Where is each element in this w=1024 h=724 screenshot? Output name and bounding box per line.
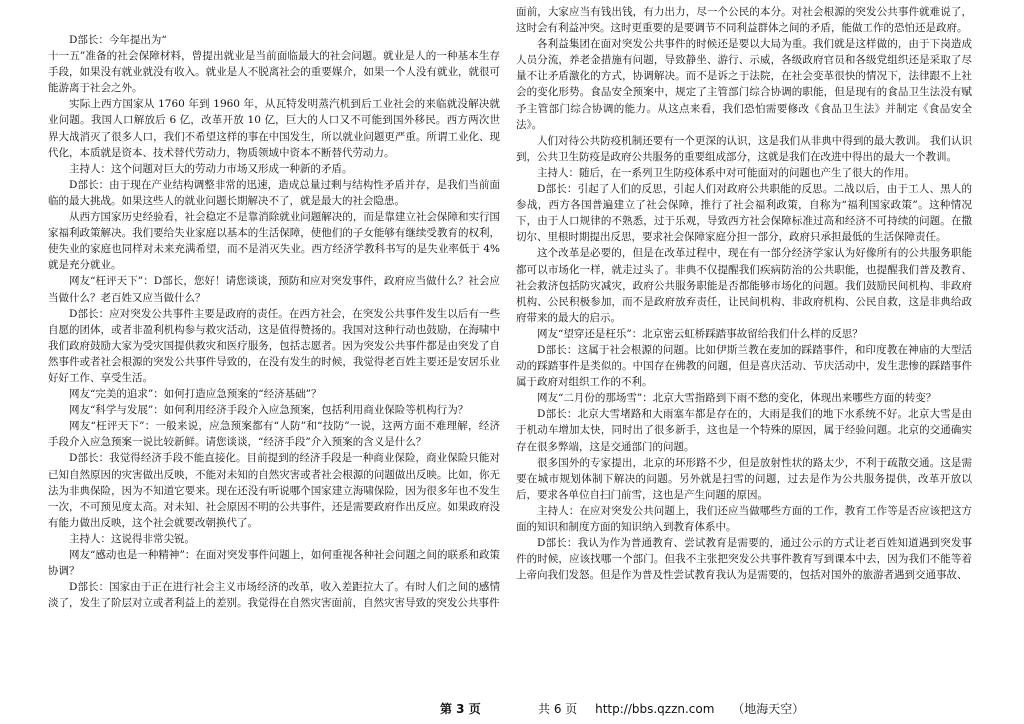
paragraph: D部长：我觉得经济手段不能直接化。目前提到的经济手段是一种商业保险，商业保险只能对已知自然原因的灾害做出反映，不能对未知的自然灾害或者社会根源的问题做出反映。比如，你无法为非典保险，因为不知道它要来。现在还没有听说哪个国家建立海啸保险，因为很多年也不发生一次，不可预见度太高。对未知、社会原因不明的公共事件，还是需要政府作出反应。如果政府没有能力做出反映，这个社会就要改朝换代了。 (48, 452, 500, 529)
right-column (516, 4, 972, 700)
page-number: 第 3 页 (440, 702, 481, 716)
paragraph: 实际上西方国家从 1760 年到 1960 年，从瓦特发明蒸汽机到后工业社会的来临就没解决就业问题。我国人口解放后 6 亿，改革开放 10 亿，巨大的人口又不可能到国外移民。西方两次世界大战消灭了很多人口，我们不希望这样的事在中国发生，所以就业问题更严重。所谓工业化、现代化，本质就是资本、技术替代劳动力，物质领域中资本不断替代劳动力。 (48, 98, 500, 159)
paragraph: D部长：应对突发公共事件主要是政府的责任。在西方社会，在突发公共事件发生以后有一些自愿的团体，或者非盈利机构参与救灾活动，这是值得赞扬的。我国对这种行动也鼓励，在海啸中我们政府鼓励大家为受灾国提供救灾和医疗服务，包括志愿者。因为突发公共事件都是由突发了自然事件或者社会根源的突发公共事件导致的，在没有发生的时候，我觉得老百姓主要还是安居乐业好好工作、享受生活。 (48, 307, 500, 384)
left-column (48, 32, 500, 700)
paragraph: 网友“枉评天下”：D部长，您好！请您谈谈，预防和应对突发事件，政府应当做什么？社会应当做什么？老百姓又应当做什么？ (48, 275, 500, 304)
paragraph: 主持人：这说得非常尖锐。 (69, 532, 195, 545)
paragraph: D部长：北京大雪堵路和大雨塞车都是存在的，大雨是我们的地下水系统不好。北京大雪是由于机动车增加太快，同时出了很多新手，这也是一个特殊的原因，属于经验问题。北京的交通确实存在很多弊端，这是交通部门的问题。 (516, 408, 972, 453)
paragraph: 网友“完美的追求”：如何打造应急预案的“经济基础”？ (69, 388, 322, 401)
paragraph: D部长：国家由于正在进行社会主义市场经济的改革，收入差距拉大了。有时人们之间的感情淡了，发生了阶层对立或者利益上的差别。我觉得在自然灾害面前，自然灾害导致的突发公共事件 (48, 581, 500, 610)
paragraph: 人们对待公共防疫机制还要有一个更深的认识，这是我们从非典中得到的最大教训。 我们认识到，公共卫生防疫是政府公共服务的重要组成部分，这就是我们在改进中得出的最大一个教训。 (516, 134, 972, 163)
paragraph: 各利益集团在面对突发公共事件的时候还是要以大局为重。我们就是这样做的，由于下岗造成人员分流，养老金措施有问题，导致静坐、游行、示威，各级政府官员和各级党组织还是采取了尽量不让矛盾激化的方式，协调解决。而不是诉之于法院，在社会变革很快的情况下，法律跟不上社会的变化形势。食品安全预案中，规定了主管部门综合协调的职能，但是现有的食品卫生法没有赋予主管部门综合协调的能力。从这点来看，我们恐怕需要修改《食品卫生法》并制定《食品安全法》。 (516, 38, 972, 131)
site-name: （地海天空） (732, 702, 805, 716)
paragraph: 主持人：在应对突发公共问题上，我们还应当做哪些方面的工作，教育工作等是否应该把这方面的知识和制度方面的知识纳入到教育体系中。 (516, 504, 972, 533)
paragraph: 网友“感动也是一种精神”：在面对突发事件问题上，如何重视各种社会问题之间的联系和政策协调？ (48, 549, 500, 578)
paragraph: 从西方国家历史经验看，社会稳定不是靠消除就业问题解决的，而是靠建立社会保障和实行国家福利政策解决。我们要给失业家庭以基本的生活保障，使他们的子女能够有继续受教育的权利，使失业的家庭也同样对未来充满希望，而不是消灭失业。西方经济学教科书写的是失业率低于 4%就是充分就业。 (48, 211, 500, 272)
paragraph: 主持人：这个问题对巨大的劳动力市场又形成一种新的矛盾。 (69, 162, 353, 175)
paragraph: D部长：引起了人们的反思，引起人们对政府公共职能的反思。二战以后，由于工人、黑人的参战，西方各国普遍建立了社会保障，推行了社会福利政策，自称为“福利国家政策”。这种情况下，由于人口规律的不熟悉，过于乐观，导致西方社会保障标准过高和经济不可持续的问题。在撒切尔、里根时期提出反思，要求社会保障家庭分担一部分，政府只承担最低的生活保障责任。 (516, 183, 972, 244)
total-pages: 共 6 页 (538, 702, 578, 716)
paragraph: 网友“枉评天下”：一般来说，应急预案都有“人防”和“技防”一说，这两方面不难理解，经济手段介入应急预案一说比较新鲜。请您谈谈，“经济手段”介入预案的含义是什么？ (48, 420, 500, 449)
paragraph: 这个改革是必要的，但是在改革过程中，现在有一部分经济学家认为好像所有的公共服务职能都可以市场化一样，就走过头了。非典不仅提醒我们疾病防治的公共职能，也提醒我们普及教育、社会救济包括防灾减灾，政府公共服务职能是否都能够市场化的问题。我们鼓励民间机构、非政府机构、公民积极参加，而不是政府放弃责任，让民间机构、非政府机构、公民自救，这是非典给政府带来的最大的启示。 (516, 247, 972, 324)
paragraph: 十一五”准备的社会保障材料，曾提出就业是当前面临最大的社会问题。就业是人的一种基本生存手段，如果没有就业就没有收入。就业是人不脱离社会的重要媒介，如果一个人没有就业，就很可能游离于社会之外。 (48, 50, 500, 95)
page-footer-info (538, 700, 818, 718)
paragraph: 面前，大家应当有钱出钱，有力出力，尽一个公民的本分。对社会根源的突发公共事件就难说了，这时会有利益冲突。这时更重要的是要调节不同利益群体之间的矛盾，能做工作的恐怕还是政府。 (516, 6, 972, 35)
paragraph: D部长：我认为作为普通教育、尝试教育是需要的，通过公示的方式让老百姓知道遇到突发事件的时候，应该找哪一个部门。但我不主张把突发公共事件教育写到课本中去，因为我们不能等着上帝向我们发怒。但是作为普及性尝试教育我认为是需要的，包括对国外的旅游者遇到交通事故、 (516, 537, 972, 582)
paragraph: D部长：由于现在产业结构调整非常的迅速，造成总量过剩与结构性矛盾并存，是我们当前面临的最大挑战。如果这些人的就业问题长期解决不了，就是最大的社会隐患。 (48, 178, 500, 207)
site-url[interactable]: http://bbs.qzzn.com (595, 702, 715, 716)
paragraph: D部长：今年提出为“ (69, 34, 167, 46)
paragraph: 网友“科学与发展”：如何利用经济手段介入应急预案，包括利用商业保险等机构行为？ (69, 404, 469, 417)
paragraph: 很多国外的专家提出，北京的环形路不少，但是放射性状的路太少，不利于疏散交通。这是需要在城市规划体制下解决的问题。另外就是扫雪的问题，过去是作为公共服务提供，改革开放以后，要求各单位自扫门前雪，这也是产生问题的原因。 (516, 456, 972, 501)
paragraph: 主持人：随后，在一系列卫生防疫体系中对可能面对的问题也产生了很大的作用。 (537, 166, 915, 179)
paragraph: 网友“望穿还是枉乐”：北京密云虹桥踩踏事故留给我们什么样的反思？ (537, 327, 863, 340)
paragraph: D部长：这属于社会根源的问题。比如伊斯兰教在麦加的踩踏事件，和印度教在神庙的大型活动的踩踏事件是类似的。中国存在佛教的问题，但是喜庆活动、节庆活动中，发生悲惨的踩踏事件属于政府对组织工作的不利。 (516, 343, 972, 389)
paragraph: 网友“二月份的那场雪”：北京大雪指路到下雨不愁的变化，体现出来哪些方面的转变？ (537, 392, 937, 405)
